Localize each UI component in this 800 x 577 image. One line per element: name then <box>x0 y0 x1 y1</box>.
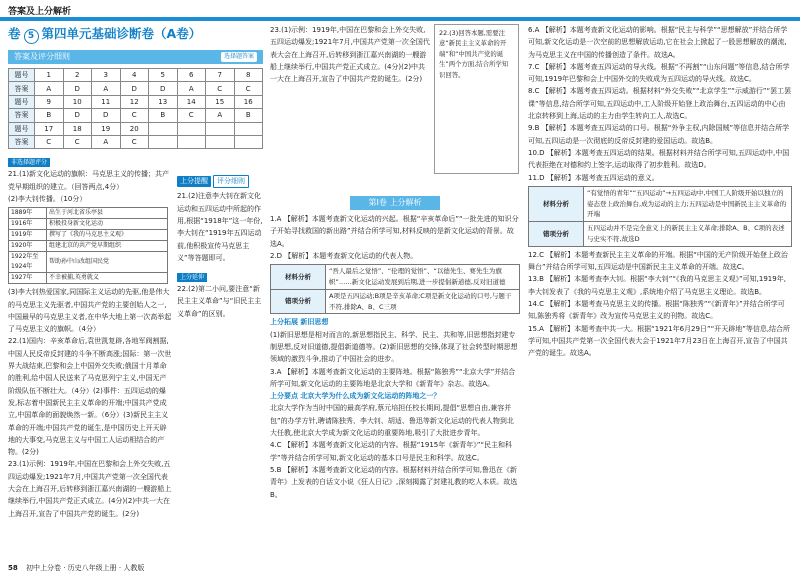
timeline-event: 帮助孙中山改组国民党 <box>47 252 168 273</box>
sub2-head: 上分要点 北京大学为什么成为新文化运动的阵地之一？ <box>270 392 441 401</box>
answer-row <box>9 109 263 122</box>
analysis-body: 五四运动并不是完全意义上的新民主主义革命;排除A、B、C项的表述与史实不符,故选D <box>584 222 792 247</box>
timeline-event: 不幸被捕,英勇就义 <box>47 273 168 284</box>
mark-tag: 评分细则 <box>213 175 249 188</box>
answer-cell: A <box>206 109 235 122</box>
timeline-row <box>9 208 168 219</box>
answer-cell <box>149 122 178 135</box>
answer-cell: 20 <box>120 122 149 135</box>
timeline-table <box>8 207 168 284</box>
q2-text: 2.D 【解析】本题考查新文化运动的代表人物。 <box>270 251 418 260</box>
q9-text: 9.B 【解析】本题考查五四运动的口号。根据“外争主权,内除国贼”等信息并结合所学可知,五四运动是一次彻底的反帝反封建的爱国运动。故选B。 <box>528 124 790 145</box>
answer-cell: C <box>206 82 235 95</box>
q3-text: 3.A 【解析】本题考查新文化运动的主要阵地。根据“陈独秀”“北京大学”并结合所学可知,新文化运动的主要阵地是北京大学和《新青年》杂志。故选A。 <box>270 367 516 388</box>
q10-text: 10.D 【解析】本题考查五四运动的结果。根据材料并结合所学可知,五四运动中,中国代表拒绝在对德和约上签字,运动取得了初步胜利。故选D。 <box>528 148 790 170</box>
answer-cell: 8 <box>234 69 263 82</box>
right-analysis-table <box>528 186 792 247</box>
answer-cell: 10 <box>63 95 92 108</box>
left-column <box>8 24 263 549</box>
answer-row-header: 题号 <box>9 122 35 135</box>
q7-text: 7.C 【解析】本题考查五四运动的导火线。根据“不再割”“山东问题”等信息,结合所学可知,1919年巴黎和会上中国外交的失败成为五四运动的导火线。故选C。 <box>528 62 790 84</box>
answer-cell <box>234 135 263 148</box>
analysis-body: A项是五四运动;B项是辛亥革命;C项是新文化运动的口号,与题干不符,排除A、B、C三项 <box>326 289 520 314</box>
answer-row <box>9 69 263 82</box>
answer-cell: 16 <box>234 95 263 108</box>
answer-cell: C <box>234 82 263 95</box>
answer-cell: 18 <box>63 122 92 135</box>
answer-row <box>9 95 263 108</box>
sub-body: (1)新旧思想是相对而言的,新思想指民主、科学、民主、共和等,旧思想指封建专制思想,反对旧道德,提倡新道德等。(2)新旧思想的交锋,体现了社会转型时期思想领域的激烈斗争,推动了中国社会的进步。 <box>270 330 518 364</box>
analysis-label: 材料分析 <box>529 186 584 221</box>
answer-row-header: 答案 <box>9 135 35 148</box>
answer-row-header: 答案 <box>9 109 35 122</box>
ext-tag: 上分延伸 <box>177 273 207 282</box>
answer-cell: 11 <box>92 95 121 108</box>
q12-text: 12.C 【解析】本题考查新民主主义革命的开端。根据“中国的无产阶级开始登上政治舞台”并结合所学可知,五四运动是中国新民主主义革命的开端。故选C。 <box>528 250 788 272</box>
timeline-event: 积极投身新文化运动 <box>47 219 168 230</box>
q21c-text: (3)李大钊热爱国家,同国际主义运动的先驱,他是伟大的马克思主义先驱者,中国共产党的主要创始人之一,中国最早的马克思主义者,在中华大地上第一次高举起了马克思主义的旗帜。（4分） <box>8 288 172 334</box>
answer-cell: 2 <box>63 69 92 82</box>
up-tag: 上分提醒 <box>177 176 211 187</box>
answer-cell: 5 <box>149 69 178 82</box>
analysis-label: 错项分析 <box>271 289 326 314</box>
header-label: 答案及上分解析 <box>8 7 72 17</box>
answer-row-header: 题号 <box>9 69 35 82</box>
timeline-year: 1927年 <box>9 273 47 284</box>
answer-table <box>8 68 263 149</box>
answer-cell: C <box>120 109 149 122</box>
analysis-row <box>529 186 792 221</box>
q11-text: 11.D 【解析】本题考查五四运动的意义。 <box>528 173 659 182</box>
answer-cell: C <box>177 109 206 122</box>
up-analysis-bar: 第Ⅰ卷 上分解析 <box>350 196 440 210</box>
q5-text: 5.B 【解析】本题考查新文化运动的内容。根据材料并结合所学可知,鲁迅在《新青年》上发表的白话文小说《狂人日记》,深刻揭露了封建礼教的吃人本质。故选B。 <box>270 465 518 499</box>
answer-row <box>9 135 263 148</box>
answer-cell: A <box>92 135 121 148</box>
timeline-year: 1919年 <box>9 230 47 241</box>
answer-cell: 19 <box>92 122 121 135</box>
side-note-a: 21.(2)注意李大钊在新文化运动和五四运动中所起的作用,根据“1918年”这一年份,李大钊在“1919年五四运动前,他积极宣传马克思主义”等答题即可。 <box>177 192 263 262</box>
q4-text: 4.C 【解析】本题考查新文化运动的内容。根据“1915年《新青年》”“民主和科学”等并结合所学可知,新文化运动的基本口号是民主和科学。故选C。 <box>270 441 512 462</box>
answer-cell <box>234 122 263 135</box>
q1-text: 1.A 【解析】本题考查新文化运动的兴起。根据“辛亥革命后”“一批先进的知识分子开始寻找救国的新出路”并结合所学可知,材料反映的是新文化运动的背景。故选A。 <box>270 215 519 248</box>
analysis-body: “有觉悟的青年”“五四运动”→五四运动中,中国工人阶级开始以独立的姿态登上政治舞台,成为运动的主力;五四运动是中国新民主主义革命的开端 <box>584 186 792 221</box>
answer-cell: 6 <box>177 69 206 82</box>
analysis-row <box>271 265 520 290</box>
answer-cell <box>177 122 206 135</box>
analysis-label: 错项分析 <box>529 222 584 247</box>
answer-side-badge: 选择题答案 <box>221 52 257 62</box>
answer-cell: 4 <box>120 69 149 82</box>
answer-row-header: 答案 <box>9 82 35 95</box>
q6-text: 6.A 【解析】本题考查新文化运动的影响。根据“民主与科学”“思想解放”并结合所学可知,新文化运动是一次空前的思想解放运动,它在社会上掀起了一股思想解放的潮流,为马克思主义在中国的传播创造了条件。故选A。 <box>528 26 788 59</box>
unit-title: 卷 5 第四单元基础诊断卷（A卷） <box>8 24 263 44</box>
analysis-label: 材料分析 <box>271 265 326 290</box>
q8-text: 8.C 【解析】本题考查五四运动。根据材料“外交失败”“北京学生”“示威游行”“罢工罢课”等信息,结合所学可知,五四运动中,工人阶级开始登上政治舞台,五四运动的中心由北京转移到上海,运动的主力由学生转向工人,故选C。 <box>528 87 792 121</box>
timeline-year: 1916年 <box>9 219 47 230</box>
analysis-row <box>529 222 792 247</box>
book-title: 初中上分卷 · 历史八年级上册 · 人教版 <box>25 564 145 572</box>
footer <box>8 563 144 573</box>
answer-cell: B <box>234 109 263 122</box>
answer-cell: D <box>63 82 92 95</box>
q13-text: 13.B 【解析】本题考查李大钊。根据“李大钊”“《我的马克思主义观》”可知,1919年,李大钊发表了《我的马克思主义观》,系统地介绍了马克思主义理论。故选B。 <box>528 275 786 296</box>
answer-cell: 9 <box>35 95 64 108</box>
timeline-event: 撰写了《我的马克思主义观》 <box>47 230 168 241</box>
analysis-body: “吾人最后之觉悟”、“伦理的觉悟”、“以德先生、赛先生为旗帜”……新文化运动发展到后期,进一步提倡新道德,反对旧道德 <box>326 265 520 290</box>
timeline-event: 组建北京的共产党早期组织 <box>47 241 168 252</box>
answer-cell: D <box>63 109 92 122</box>
unit-number: 5 <box>24 29 39 44</box>
timeline-year: 1922年至1924年 <box>9 252 47 273</box>
answer-cell: 3 <box>92 69 121 82</box>
sub2-body: 北京大学作为当时中国的最高学府,蔡元培担任校长期间,提倡“思想自由,兼容并包”的办学方针,聘请陈独秀、李大钊、胡适、鲁迅等新文化运动的代表人物到北大任教,使北京大学成为新文化运动的重要阵地,吸引了大批进步青年。 <box>270 404 514 438</box>
answer-row <box>9 122 263 135</box>
answer-cell: 12 <box>120 95 149 108</box>
answer-cell: B <box>35 109 64 122</box>
timeline-row <box>9 241 168 252</box>
answer-cell <box>177 135 206 148</box>
mid-right-box: 22.(3)回答本题,需要注意“新民主主义革命的开端”和“中国共产党的诞生”两个方面,结合所学知识回答。 <box>434 24 519 174</box>
q21b-text: (2)李大钊传播。（10分） <box>8 194 87 203</box>
answer-cell: 1 <box>35 69 64 82</box>
fill-tag: 非选择题评分 <box>8 158 50 167</box>
answer-cell: B <box>149 109 178 122</box>
timeline-year: 1920年 <box>9 241 47 252</box>
mid-top-text: 23.(1)示例：1919年,中国在巴黎和会上外交失败,五四运动爆发;1921年7月,中国共产党第一次全国代表大会在上海召开,后转移到浙江嘉兴南湖的一艘游船上继续举行,中国共产党正式成立。(4分)(2)中共一大在上海召开,宣告了中国共产党的诞生。(2分) <box>270 26 430 84</box>
answer-cell: 14 <box>177 95 206 108</box>
side-note-b: 22.(2)第二小问,要注意“新民主主义革命”与“旧民主主义革命”的区别。 <box>177 285 262 318</box>
answer-cell: D <box>120 82 149 95</box>
sub-head: 上分拓展 新旧思想 <box>270 318 329 327</box>
answer-cell: A <box>92 82 121 95</box>
answer-cell: D <box>92 109 121 122</box>
answer-cell: C <box>35 135 64 148</box>
q14-text: 14.C 【解析】本题考查马克思主义的传播。根据“陈独秀”“《新青年》”并结合所学可知,陈独秀将《新青年》改为宣传马克思主义的刊物。故选C。 <box>528 300 785 321</box>
timeline-row <box>9 219 168 230</box>
answer-cell <box>206 122 235 135</box>
q21a-text: 21.(1)新文化运动的旗帜：马克思主义的传播；共产党早期组织的建立。（回答两点,4分） <box>8 170 170 191</box>
answer-cell: 13 <box>149 95 178 108</box>
answer-cell: C <box>63 135 92 148</box>
timeline-row <box>9 273 168 284</box>
answer-cell <box>149 135 178 148</box>
answer-cell: A <box>177 82 206 95</box>
answer-cell: 15 <box>206 95 235 108</box>
header-bar <box>0 17 800 21</box>
q23-text: 23.(1)示例：1919年,中国在巴黎和会上外交失败,五四运动爆发;1921年7月,中国共产党第一次全国代表大会在上海召开,后转移到浙江嘉兴南湖的一艘游船上继续举行,中国共产党正式成立。(4分)(2)中共一大在上海召开,宣告了中国共产党的诞生。(2分) <box>8 460 172 518</box>
timeline-row <box>9 230 168 241</box>
answer-row-header: 题号 <box>9 95 35 108</box>
answer-cell: C <box>120 135 149 148</box>
timeline-event: 出生于河北省乐亭县 <box>47 208 168 219</box>
analysis-table <box>270 264 520 314</box>
answer-cell: 17 <box>35 122 64 135</box>
q22-text: 22.(1)国内：辛亥革命后,袁世凯复辟,各地军阀割据,中国人民反帝反封建的斗争不断高涨;国际：第一次世界大战结束,巴黎和会上中国外交失败;俄国十月革命的胜利,给中国人民送来了马克思列宁主义,中国无产阶级队伍不断壮大。（4分）(2)事件：五四运动的爆发,标志着中国新民主主义革命的开端;中国共产党成立,中国革命的面貌焕然一新。（6分）(3)新民主主义革命的开端;中国共产党的诞生,是中国历史上开天辟地的大事变,马克思主义与中国工人运动相结合的产物。(2分) <box>8 337 172 457</box>
answer-cell: 7 <box>206 69 235 82</box>
answer-cell: D <box>149 82 178 95</box>
timeline-row <box>9 252 168 273</box>
answer-row <box>9 82 263 95</box>
q15-text: 15.A 【解析】本题考查中共一大。根据“1921年6月29日”“开天辟地”等信息,结合所学可知,中国共产党第一次全国代表大会于1921年7月23日在上海召开,宣告了中国共产党的诞生。故选A。 <box>528 324 791 358</box>
page-number: 58 <box>8 564 18 572</box>
analysis-row <box>271 289 520 314</box>
answer-cell: A <box>35 82 64 95</box>
timeline-year: 1889年 <box>9 208 47 219</box>
answer-bar: 答案及评分细则 选择题答案 <box>8 50 263 64</box>
middle-column <box>270 24 520 549</box>
answer-cell <box>206 135 235 148</box>
right-column <box>528 24 792 549</box>
